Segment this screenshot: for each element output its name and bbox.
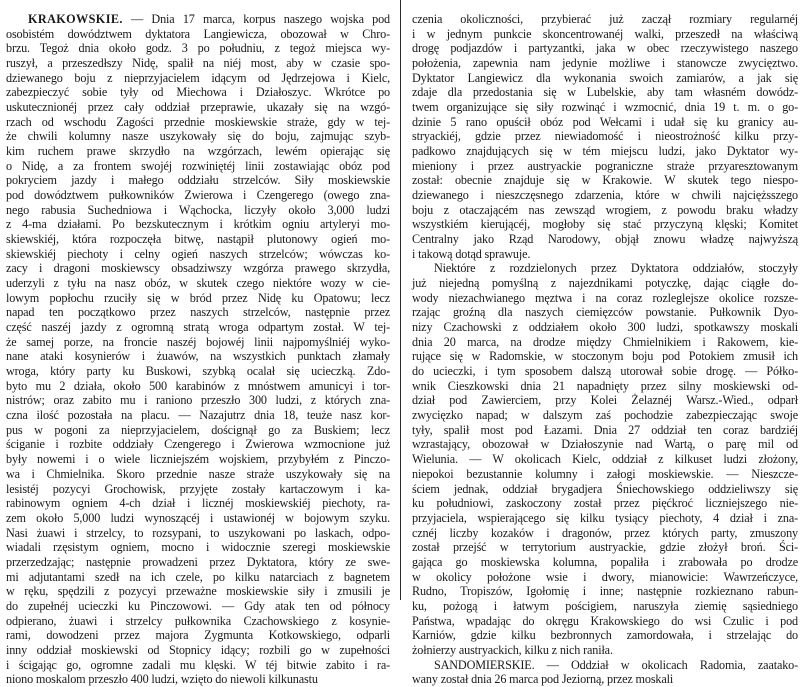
left-column: [6, 12, 390, 687]
line-text: wroga, który party ku Buskowi, szybką ocalał się ucieczką. Zdo-: [6, 364, 390, 379]
text-line: [6, 423, 390, 438]
text-line: [6, 570, 390, 585]
text-line: [6, 188, 390, 203]
text-line: [6, 452, 390, 467]
text-line: [412, 393, 798, 408]
line-text: ściem jednak, oddział brygadjera Śniechowskiego oddzieliwszy się: [412, 481, 798, 496]
text-line: [412, 27, 798, 42]
line-text: — Dnia 17 marca, korpus naszego wojska pod: [131, 12, 390, 26]
line-text: niono moskalom przeszło 400 ludzi, wzięto do niewoli kilkunastu: [6, 672, 318, 687]
text-line: [6, 628, 390, 643]
line-text: ruszył, a przeszedłszy Nidę, spalił na niéj most, aby w czasie spo-: [6, 56, 390, 71]
text-line: [6, 320, 390, 335]
line-text: mi adjutantami szedł na ich czele, po kilku natarciach z bagnetem: [6, 569, 390, 584]
line-text: Centralny jako Rząd Narodowy, objął znowu władzę najwyższą: [412, 232, 798, 247]
line-text: dział pod Zawierciem, przy Kolei Żelaznéj Warsz.-Wied., odparł: [412, 393, 798, 408]
line-text: wiadali rzęsistym ogniem, mocno i widocznie szeregi moskiewskie: [6, 540, 390, 555]
line-text: już niejedną pomyślną z najezdnikami potyczkę, dając ciągłe do-: [412, 276, 798, 291]
text-line: [412, 496, 798, 511]
line-text: nane ataki kosynierów i żuawów, na wszystkich punktach złamały: [6, 349, 390, 364]
text-line: [412, 452, 798, 467]
text-line: [6, 115, 390, 130]
text-line: [6, 437, 390, 452]
text-line: [412, 364, 798, 379]
line-text: i ścigając go, ogromne zadali mu klęski. W téj bitwie zabito i ra-: [6, 657, 390, 672]
line-text: Wielunia. — W okolicach Kielc, oddział z kilkuset ludzi złożony,: [412, 452, 798, 467]
line-text: pod dowództwem pułkowników Zwierowa i Czengerego (owego zna-: [6, 188, 390, 203]
text-line: [412, 232, 798, 247]
line-text: Niektóre z rozdzielonych przez Dyktatora oddziałów, stoczyły: [434, 261, 798, 276]
line-text: przerzedzając; następnie prowadzeni przez Dyktatora, który ze swe-: [6, 554, 390, 569]
text-line: [6, 217, 390, 232]
line-text: stryackiéj, gdzie przez niewiadomość i nieostrożność kilku przy-: [412, 129, 798, 144]
text-line: [6, 173, 390, 188]
text-line: [412, 570, 798, 585]
line-text: wody niezachwianego męztwa i na coraz rozleglejsze okolice rozsze-: [412, 290, 798, 305]
text-line: [6, 12, 390, 27]
line-text: że samej porze, na froncie naszéj bojowéj linii najpomyślniéj wyko-: [6, 334, 390, 349]
line-text: Karniów, gdzie kilku bezbronnych zamordowała, i strzelając do: [412, 628, 798, 643]
line-text: tyły, spalił most pod Łazami. Dnia 27 oddział ten coraz bardziéj: [412, 422, 798, 437]
line-text: dzinie 5 rano opuścił obóz pod Wełcami i udał się ku granicy au-: [412, 114, 798, 129]
text-line: [412, 614, 798, 629]
line-text: zwycięzko napad; w dalszym zaś pochodzie zabezpieczając swoje: [412, 408, 798, 423]
text-line: [6, 349, 390, 364]
line-text: o Nidę, a za frontem swojéj rozwiniętéj linii zostawiając obóz pod: [6, 158, 390, 173]
text-line: [6, 511, 390, 526]
line-text: pus w pogoni za nieprzyjacielem, doścignął go za Buskiem; lecz: [6, 422, 390, 437]
text-line: [412, 115, 798, 130]
text-line: [412, 305, 798, 320]
text-line: [6, 203, 390, 218]
text-line: [6, 100, 390, 115]
text-line: [6, 71, 390, 86]
text-line: [412, 599, 798, 614]
line-text: lowym popłochu rzuciły się w bród przez Nidę ku Opatowu; lecz: [6, 290, 390, 305]
line-text: czenia okoliczności, przybierać już zaczął rozmiary regularnéj: [412, 12, 798, 26]
line-text: Państwa, wpadając do okręgu Krakowskiego do wsi Czulic i pod: [412, 613, 798, 628]
section-heading: KRAKOWSKIE.: [28, 12, 123, 26]
line-text: zdaje dla przedostania się w Lubelskie, aby tam własném dowódz-: [412, 85, 798, 100]
text-line: [412, 129, 798, 144]
line-text: żołnierzy austryackich, kilku z nich raniła.: [412, 642, 613, 657]
text-line: [6, 379, 390, 394]
line-text: Nasi żuawi i strzelcy, to rozsypani, to uszykowani po laskach, odpo-: [6, 525, 390, 540]
text-line: [6, 393, 390, 408]
text-line: [412, 467, 798, 482]
line-text: inny oddział moskiewski od Stopnicy idący; rozbili go w zupełności: [6, 642, 390, 657]
text-line: [6, 364, 390, 379]
line-text: dziewanego boju z nieprzyjacielem idącym od Jędrzejowa i Kielc,: [6, 70, 390, 85]
line-text: odpierano, żuawi i strzelcy pułkownika Czachowskiego z kosynie-: [6, 613, 390, 628]
line-text: zacy i dragoni moskiewscy obsadziwszy wzgórza prawego skrzydła,: [6, 261, 390, 276]
line-text: ku południowi, zaskoczony został przez pięćkroć liczniejszego nie-: [412, 496, 798, 511]
text-line: [412, 335, 798, 350]
line-text: cznéj liczby kozaków i dragonów, przez których party, zmuszony: [412, 525, 798, 540]
text-line: [412, 85, 798, 100]
text-line: [412, 423, 798, 438]
text-line: [6, 672, 390, 687]
text-line: [412, 482, 798, 497]
text-line: [6, 85, 390, 100]
line-text: wnik Cieszkowski dnia 21 napadnięty przez silny moskiewski od-: [412, 378, 798, 393]
text-line: [412, 261, 798, 276]
line-text: ku, pożogą i łatwym pościgiem, naruszyła ziemię sąsiedniego: [412, 598, 798, 613]
line-text: dziewanego i nieszczęsnego zdarzenia, które w chwili najciężsszego: [412, 188, 798, 203]
line-text: lesistéj pozycyi Grochowisk, przyjęte zostały kartaczowym i ka-: [6, 481, 390, 496]
line-text: rabinowym ogniem 4-ch dział i licznéj moskiewskiéj piechoty, ra-: [6, 496, 390, 511]
text-line: [6, 276, 390, 291]
text-line: [412, 437, 798, 452]
line-text: Dyktator Langiewicz dla wykonania swoich zamiarów, a jak się: [412, 70, 798, 85]
text-line: [412, 144, 798, 159]
line-text: uderzyli z tyłu na nasz obóz, w skutek czego niektóre wozy w cie-: [6, 276, 390, 291]
text-line: [6, 291, 390, 306]
line-text: napad ten początkowo przez naszych strzelców, następnie przez: [6, 305, 390, 320]
line-text: rzając groźną dla naszych ciemięzców powstanie. Pułkownik Dyo-: [412, 305, 798, 320]
text-line: [412, 203, 798, 218]
text-line: [6, 526, 390, 541]
text-line: [412, 12, 798, 27]
text-line: [6, 408, 390, 423]
line-text: nego rabusia Suchedniowa i Wąchocka, liczyły około 3,000 ludzi: [6, 202, 390, 217]
text-line: [412, 247, 798, 262]
line-text: pokryciem jazdy i małego oddziału strzelców. Siły moskiewskie: [6, 173, 390, 188]
line-text: boju z otaczającém nas zewsząd wrogiem, z powodu braku władzy: [412, 202, 798, 217]
line-text: wzrastający, obozował w Działoszynie nad Wartą, o parę mil od: [412, 437, 798, 452]
text-line: [6, 159, 390, 174]
text-line: [6, 599, 390, 614]
line-text: że chwili kolumny nasze uszykowały się do boju, zajmując szyb-: [6, 129, 390, 144]
line-text: brzu. Tegoż dnia około godz. 3 po południu, z tegoż miejsca wy-: [6, 41, 390, 56]
text-line: [6, 482, 390, 497]
text-line: [6, 584, 390, 599]
text-line: [412, 643, 798, 658]
text-line: [412, 584, 798, 599]
line-text: nizy Czachowski z oddziałem około 300 ludzi, spotkawszy moskali: [412, 320, 798, 335]
text-line: [412, 628, 798, 643]
line-text: rujące się w Radomskie, w stoczonym boju pod Potokiem zmusił ich: [412, 349, 798, 364]
line-text: SANDOMIERSKIE. — Oddział w okolicach Radomia, zaatako-: [434, 657, 798, 672]
line-text: skiewskiéj, która rozpoczęła bitwę, nastąpił plutonowy ogień mo-: [6, 232, 390, 247]
text-line: [6, 129, 390, 144]
line-text: kim ruchem prawe skrzydło na wzgórzach, lewém opierając się: [6, 144, 390, 159]
line-text: do zupełnéj ucieczki ku Pinczowowi. — Gdy atak ten od północy: [6, 598, 390, 613]
text-line: [412, 100, 798, 115]
text-line: [6, 305, 390, 320]
text-line: [412, 276, 798, 291]
text-line: [412, 71, 798, 86]
text-line: [412, 173, 798, 188]
text-line: [6, 555, 390, 570]
text-line: [412, 526, 798, 541]
line-text: wszystkiém kierującéj, mogłoby się stać przyczyną klęski; Komitet: [412, 217, 798, 232]
line-text: w ręku, spędzili z pozycyi przeważne moskiewskie siły i zmusili je: [6, 584, 390, 599]
line-text: został: obecnie znajduje się w Krakowie. W skutek tego niespo-: [412, 173, 798, 188]
line-text: twem organizujące się siły rozwinąć i wzmocnić, dnia 19 t. m. o go-: [412, 100, 798, 115]
line-text: zabezpieczyć sobie tyły od Miechowa i Działoszyc. Wkrótce po: [6, 85, 390, 100]
line-text: położenia, zapewnia nam jedynie możliwe i stanowcze zwycięztwo.: [412, 56, 798, 71]
line-text: Rudno, Tropiszów, Igołomię i inne; następnie rozkieznano rabun-: [412, 584, 798, 599]
line-text: został przejść w terrytorium austryackie, gdzie złożył broń. Ści-: [412, 540, 798, 555]
text-line: [6, 247, 390, 262]
line-text: wany został dnia 26 marca pod Jeziorną, przez moskali: [412, 672, 674, 687]
line-text: w okolicy położone wsie i dwory, mianowicie: Wawrzeńczyce,: [412, 569, 798, 584]
text-line: [412, 658, 798, 673]
text-line: [412, 379, 798, 394]
text-line: [6, 27, 390, 42]
line-text: niepokoi bezustannie kolumny i załogi moskiewskie. — Nieszcze-: [412, 466, 798, 481]
text-line: [412, 188, 798, 203]
line-text: uskutecznionéj przez cały oddział przeprawie, ukazały się na wzgó-: [6, 100, 390, 115]
line-text: i takową dotąd sprawuje.: [412, 246, 531, 261]
text-line: [412, 320, 798, 335]
line-text: byto mu 2 działa, około 500 karabinów z mnóstwem amunicyi i tor-: [6, 378, 390, 393]
text-line: [412, 159, 798, 174]
text-line: [6, 335, 390, 350]
line-text: skiewskiéj piechoty i celny ogień naszych strzelców; wówczas ko-: [6, 246, 390, 261]
text-line: [412, 511, 798, 526]
text-line: [412, 291, 798, 306]
line-text: wa i Chmielnika. Skoro przednie nasze straże uszykowały się na: [6, 466, 390, 481]
text-line: [6, 467, 390, 482]
text-line: [6, 144, 390, 159]
text-line: [6, 232, 390, 247]
text-line: [412, 41, 798, 56]
text-line: [6, 540, 390, 555]
line-text: gająca go moskiewska kolumna, popaliła i zrabowała po drodze: [412, 554, 798, 569]
text-line: [412, 217, 798, 232]
text-line: [412, 408, 798, 423]
line-text: dnia 20 marca, na drodze między Chmielnikiem i Rakowem, kie-: [412, 334, 798, 349]
line-text: ściganie i rozbite oddziały Czengerego i Zwierowa wzmocnione już: [6, 437, 390, 452]
text-line: [412, 56, 798, 71]
line-text: rzach od wschodu Zagości przednie moskiewskie straże, gdy w tej-: [6, 114, 390, 129]
text-line: [6, 643, 390, 658]
text-line: [6, 56, 390, 71]
line-text: i w jednym punkcie skoncentrowanéj walki, przeszedł na właściwą: [412, 26, 798, 41]
line-text: rami, dowodzeni przez majora Zygmunta Kotkowskiego, odparli: [6, 628, 390, 643]
column-divider: [400, 0, 401, 600]
line-text: część naszéj jazdy z ogromną stratą wroga odpartym został. W tej-: [6, 320, 390, 335]
line-text: przyjaciela, wspierającego się kilku tysiący piechoty, 4 dział i zna-: [412, 510, 798, 525]
text-line: [412, 672, 798, 687]
line-text: do ucieczki, i tym sposobem dalszą utorował sobie drogę. — Półko-: [412, 364, 798, 379]
line-text: zem około 5,000 ludzi wynoszącéj i ustawionéj w bojowym szyku.: [6, 510, 390, 525]
text-line: [6, 658, 390, 673]
line-text: padkowo znajdujących się w tém miejscu ludzi, jako Dyktator wy-: [412, 144, 798, 159]
right-column: [412, 12, 798, 687]
text-line: [6, 261, 390, 276]
text-line: [6, 496, 390, 511]
text-line: [412, 540, 798, 555]
text-line: [6, 41, 390, 56]
line-text: drogę podjazdów i partyzantki, jaka w obec rzeczywistego naszego: [412, 41, 798, 56]
text-line: [412, 555, 798, 570]
line-text: z 4-ma działami. Po bezskutecznym i krótkim ogniu artyleryi mo-: [6, 217, 390, 232]
line-text: czna ilość pozostała na placu. — Nazajutrz dnia 18, teuże nasz kor-: [6, 408, 390, 423]
text-line: [6, 614, 390, 629]
text-line: [412, 349, 798, 364]
line-text: były nowemi i o wiele liczniejszém wojskiem, przybyłém z Pinczo-: [6, 452, 390, 467]
line-text: osobistém dowództwem dyktatora Langiewicza, obozował w Chro-: [6, 26, 390, 41]
line-text: nistrów; oraz zabito mu i raniono przeszło 300 ludzi, z których zna-: [6, 393, 390, 408]
line-text: mieniony i przez austryackie pograniczne straże przyaresztowanym: [412, 158, 798, 173]
